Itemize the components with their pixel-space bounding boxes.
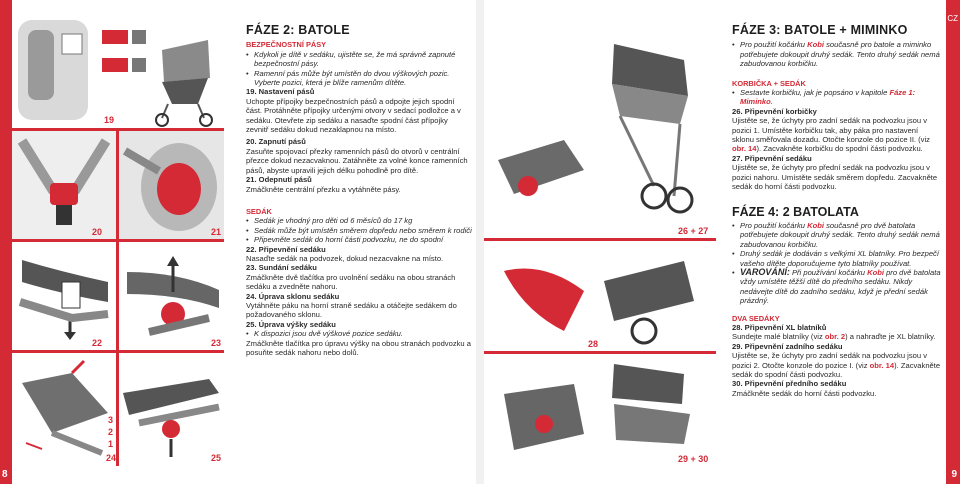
xl-mudguard-illustration [484, 241, 716, 351]
figure-number: 20 [92, 227, 103, 237]
step-30-title: 30. Připevnění předního sedáku [732, 379, 847, 389]
step-21-title: 21. Odepnutí pásů [246, 175, 312, 185]
step-28-title: 28. Připevnění XL blatníků [732, 322, 827, 332]
phase3-title: FÁZE 3: BATOLE + MIMINKO [732, 23, 908, 37]
phase2-text-column [246, 23, 472, 357]
step-26-text: Ujistěte se, že úchyty pro zadní sedák na podvozku jsou v pozici 1. Umístěte korbičku tak, aby páka pro nastavení sklonu směřovala dozadu. Otočte konzole do pozice II. (viz obr. 14). Zacvakněte korbičku do spodní části podvozku. [732, 116, 930, 154]
figure-20 [12, 131, 116, 239]
right-edge-bar [946, 0, 960, 484]
figure-number: 26 + 27 [678, 226, 709, 236]
right-figure-grid [484, 0, 716, 466]
phase4-bullet: • Druhý sedák je dodáván s velkými XL blatníky. Pro bezpečí vašeho dítěte doporučujeme tyto blatníky používat. [732, 249, 942, 268]
two-seats-illustration [484, 354, 716, 466]
recline-label-1: 1 [108, 439, 114, 449]
figure-ref: obr. 2 [824, 332, 846, 342]
step-25-list [246, 329, 472, 338]
figure-21 [119, 131, 224, 239]
carrycot-bullet: • Sestavte korbičku, jak je popsáno v kapitole Fáze 1: Miminko. [732, 88, 942, 107]
safety-bullet: • Kdykoli je dítě v sedáku, ujistěte se, že má správně zapnuté bezpečnostní pásy. [246, 50, 472, 69]
step-20-text: Zasuňte spojovací přezky ramenních pásů do otvorů v centrální přezce dokud nezacvaknou. Zatáhněte za volné konce ramenních pásů, abyste upravili jejich délku pohodlně pro dítě. [246, 146, 468, 175]
seat-bullet: • Sedák může být umístěn směrem dopředu nebo směrem k rodiči [246, 226, 472, 235]
safety-list [246, 50, 472, 88]
safety-bullet: • Ramenní pás může být umístěn do dvou výškových pozic. Vyberte pozici, která je blíže ramenům dítěte. [246, 69, 472, 88]
figure-22 [12, 242, 116, 350]
figure-24 [12, 353, 116, 466]
step-23-title: 23. Sundání sedáku [246, 263, 317, 273]
step-24-title: 24. Úprava sklonu sedáku [246, 291, 340, 301]
seat-recline-illustration [12, 353, 116, 466]
left-edge-bar [0, 0, 12, 484]
figure-ref: obr. 14 [869, 360, 895, 370]
seat-attach-illustration [12, 242, 116, 350]
language-tab: CZ [947, 14, 958, 23]
step-25-title: 25. Úprava výšky sedáku [246, 319, 336, 329]
phase4-bullet: • Pro použití kočárku Kobi současně pro dvě batolata potřebujete dokoupit druhý sedák. Tento druhý sedák nemá zabudovanou korbičku. [732, 221, 942, 249]
two-seats-heading: DVA SEDÁKY [732, 313, 780, 323]
phase2-title: FÁZE 2: BATOLE [246, 23, 350, 37]
figure-25 [119, 353, 224, 466]
step-29-text: Ujistěte se, že úchyty pro zadní sedák na podvozku jsou v pozici 2. Otočte konzole do pozice I. (viz obr. 14). Zacvakněte sedák do spodní části podvozku. [732, 351, 941, 379]
seat-release-illustration [119, 242, 224, 350]
phase3-bullet: • Pro použití kočárku Kobi současně pro batole a miminko potřebujete dokoupit druhý sedák. Tento druhý sedák nemá zabudovanou korbičku. [732, 40, 942, 68]
step-27-text: Ujistěte se, že úchyty pro přední sedák na podvozku jsou v pozici nahoru. Umístěte sedák směrem dopředu. Zacvakněte sedák do horní části podvozku. [732, 163, 938, 192]
phase4-title: FÁZE 4: 2 BATOLATA [732, 204, 859, 219]
step-29-title: 29. Připevnění zadního sedáku [732, 341, 843, 351]
figure-number: 22 [92, 338, 103, 348]
brand-name: Kobi [807, 40, 824, 50]
step-20-title: 20. Zapnutí pásů [246, 137, 306, 147]
carrycot-seat-heading: KORBIČKA + SEDÁK [732, 78, 806, 88]
figure-number: 23 [211, 338, 222, 348]
seat-bullet: • Připevněte sedák do horní části podvozku, ne do spodní [246, 235, 472, 244]
page-gutter [476, 0, 484, 484]
carrycot-seat-illustration [484, 0, 716, 238]
step-21-text: Zmáčkněte centrální přezku a vytáhněte pásy. [246, 184, 401, 194]
figure-29-30 [484, 354, 716, 466]
warning-bullet: • VAROVÁNÍ: Při používání kočárku Kobi pro dvě batolata vždy umístěte těžší dítě do předního sedáku. Nikdy nedávejte dítě do zadního sedáku, když je přední sedák prázdný. [732, 268, 942, 306]
figure-26-27 [484, 0, 716, 238]
carrycot-list [732, 88, 942, 107]
safety-heading: BEZPEČNOSTNÍ PÁSY [246, 40, 327, 50]
step-22-text: Nasaďte sedák na podvozek, dokud nezacvakne na místo. [246, 253, 444, 263]
step-30-text: Zmáčkněte sedák do horní části podvozku. [732, 388, 877, 398]
seat-bullet: • Sedák je vhodný pro děti od 6 měsíců do 17 kg [246, 216, 472, 225]
step-25-text: Zmáčkněte tlačítka pro úpravu výšky na obou stranách podvozku a posuňte sedák nahoru nebo dolů. [246, 338, 471, 357]
phase4-list [732, 221, 942, 306]
step-28-text: Sundejte malé blatníky (viz obr. 2) a nahraďte je XL blatníky. [732, 332, 936, 342]
step-25-bullet: • K dispozici jsou dvě výškové pozice sedáku. [246, 329, 472, 338]
figure-ref: obr. 14 [732, 144, 757, 154]
step-27-title: 27. Připevnění sedáku [732, 153, 812, 163]
warning-label: VAROVÁNÍ: [740, 266, 790, 277]
seat-height-illustration [119, 353, 224, 466]
step-23-text: Zmáčkněte dvě tlačítka pro uvolnění sedáku na obou stranách sedáku a zvedněte nahoru. [246, 272, 456, 292]
phase3-list [732, 40, 942, 68]
figure-number: 21 [211, 227, 222, 237]
figure-23 [119, 242, 224, 350]
figure-number: 29 + 30 [678, 454, 709, 464]
figure-28 [484, 241, 716, 351]
seat-list [246, 216, 472, 244]
step-19-title: 19. Nastavení pásů [246, 87, 315, 97]
left-figure-grid [12, 0, 224, 466]
page-number-right: 9 [951, 469, 957, 480]
step-24-text: Vytáhněte páku na horní straně sedáku a otáčejte sedákem do požadovaného sklonu. [246, 300, 457, 320]
brand-name: Kobi [807, 220, 824, 230]
step-26-title: 26. Připevnění korbičky [732, 106, 817, 116]
figure-number: 19 [104, 115, 115, 125]
buckle-release-illustration [119, 131, 224, 239]
figure-number: 28 [588, 339, 599, 349]
phase3-4-text-column [732, 23, 942, 398]
stroller-seat-illustration [12, 0, 224, 128]
chapter-ref: Fáze 1: Miminko [740, 88, 916, 107]
figure-number: 24 [106, 453, 116, 463]
figure-number: 25 [211, 453, 222, 463]
figure-19 [12, 0, 224, 128]
step-19-text: Uchopte přípojky bezpečnostních pásů a odpojte jejich spodní část. Protáhněte přípojky určenými otvory v sedací podložce a v sedáku. Otevřete zip sedáku a nasaďte spodní část přípojky zevnitř sedáku dokud nezaklapnou na místo. [246, 96, 461, 135]
harness-buckle-illustration [12, 131, 116, 239]
brand-name: Kobi [867, 267, 884, 277]
seat-heading: SEDÁK [246, 206, 272, 216]
recline-label-3: 3 [108, 415, 114, 425]
step-22-title: 22. Připevnění sedáku [246, 244, 326, 254]
recline-label-2: 2 [108, 427, 114, 437]
page-number-left: 8 [2, 469, 8, 480]
